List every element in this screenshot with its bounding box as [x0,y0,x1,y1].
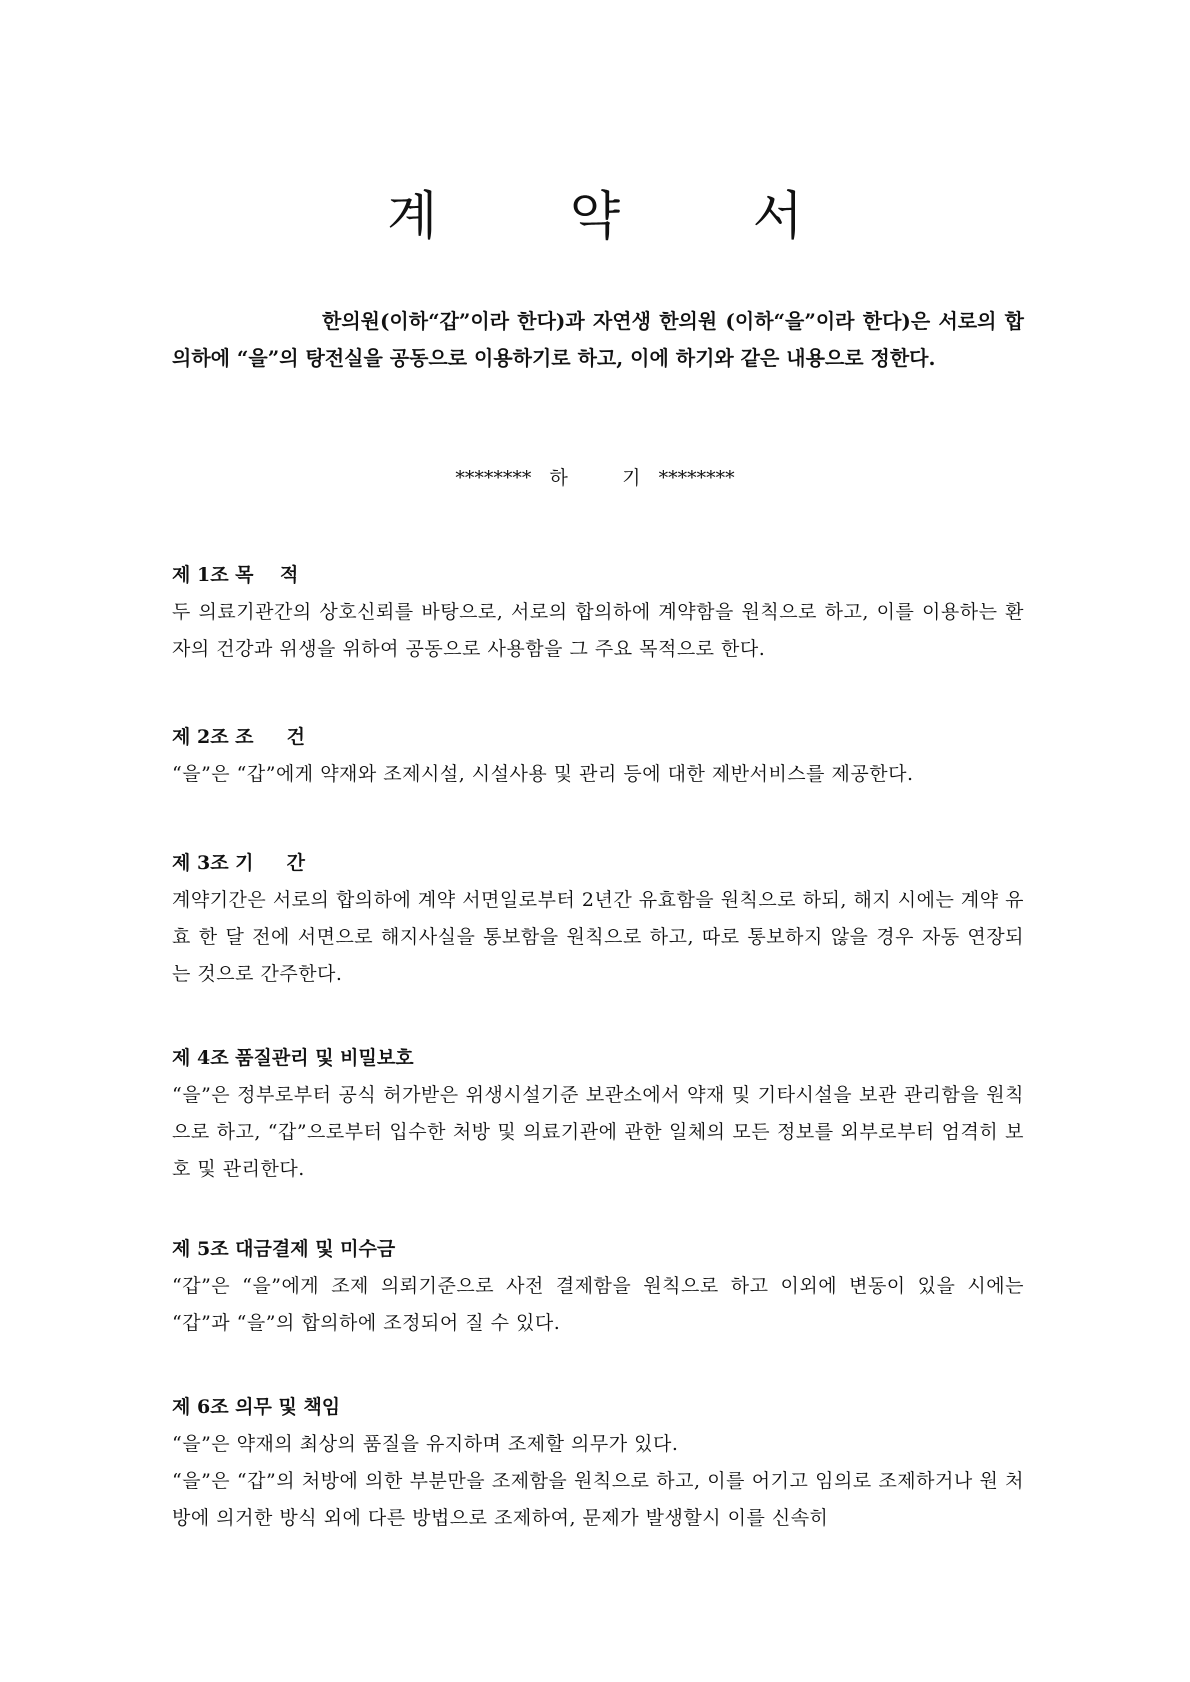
intro-paragraph: 한의원(이하“갑”이라 한다)과 자연생 한의원 (이하“을”이라 한다)은 서로의 합의하에 “을”의 탕전실을 공동으로 이용하기로 하고, 이에 하기와 같은 내용으로 정한다. [172,309,1024,370]
article-heading: 제 1조 목 적 [172,564,299,586]
hagi-separator: ******** 하 기 ******** [455,467,735,489]
article-6 [172,1392,1024,1537]
article-4 [172,1043,1024,1188]
article-heading: 제 3조 기 간 [172,852,305,874]
article-body: “을”은 “갑”에게 약재와 조제시설, 시설사용 및 관리 등에 대한 제반서비스를 제공한다. [172,763,914,785]
article-body: “을”은 정부로부터 공식 허가받은 위생시설기준 보관소에서 약재 및 기타시설을 보관 관리함을 원칙으로 하고, “갑”으로부터 입수한 처방 및 의료기관에 관한 일체의 모든 정보를 외부로부터 엄격히 보호 및 관리한다. [172,1084,1024,1180]
article-3 [172,848,1024,993]
article-body: “갑”은 “을”에게 조제 의뢰기준으로 사전 결제함을 원칙으로 하고 이외에 변동이 있을 시에는 “갑”과 “을”의 합의하에 조정되어 질 수 있다. [172,1275,1024,1334]
article-2 [172,722,1024,793]
article-body: “을”은 약재의 최상의 품질을 유지하며 조제할 의무가 있다. [172,1433,679,1455]
article-5 [172,1234,1024,1342]
article-body: 두 의료기관간의 상호신뢰를 바탕으로, 서로의 합의하에 계약함을 원칙으로 하고, 이를 이용하는 환자의 건강과 위생을 위하여 공동으로 사용함을 그 주요 목적으로 한다. [172,601,1024,660]
article-body-continued: “을”은 “갑”의 처방에 의한 부분만을 조제함을 원칙으로 하고, 이를 어기고 임의로 조제하거나 원 처방에 의거한 방식 외에 다른 방법으로 조제하여, 문제가 발생할시 이를 신속히 [172,1470,1024,1529]
article-heading: 제 2조 조 건 [172,726,305,748]
article-1 [172,560,1024,668]
article-heading: 제 5조 대금결제 및 미수금 [172,1238,396,1260]
document-title: 계 약 서 [387,187,861,247]
article-heading: 제 6조 의무 및 책임 [172,1396,341,1418]
article-body: 계약기간은 서로의 합의하에 계약 서면일로부터 2년간 유효함을 원칙으로 하되, 해지 시에는 계약 유효 한 달 전에 서면으로 해지사실을 통보함을 원칙으로 하고, 따로 통보하지 않을 경우 자동 연장되는 것으로 간주한다. [172,889,1024,985]
article-heading: 제 4조 품질관리 및 비밀보호 [172,1047,414,1069]
